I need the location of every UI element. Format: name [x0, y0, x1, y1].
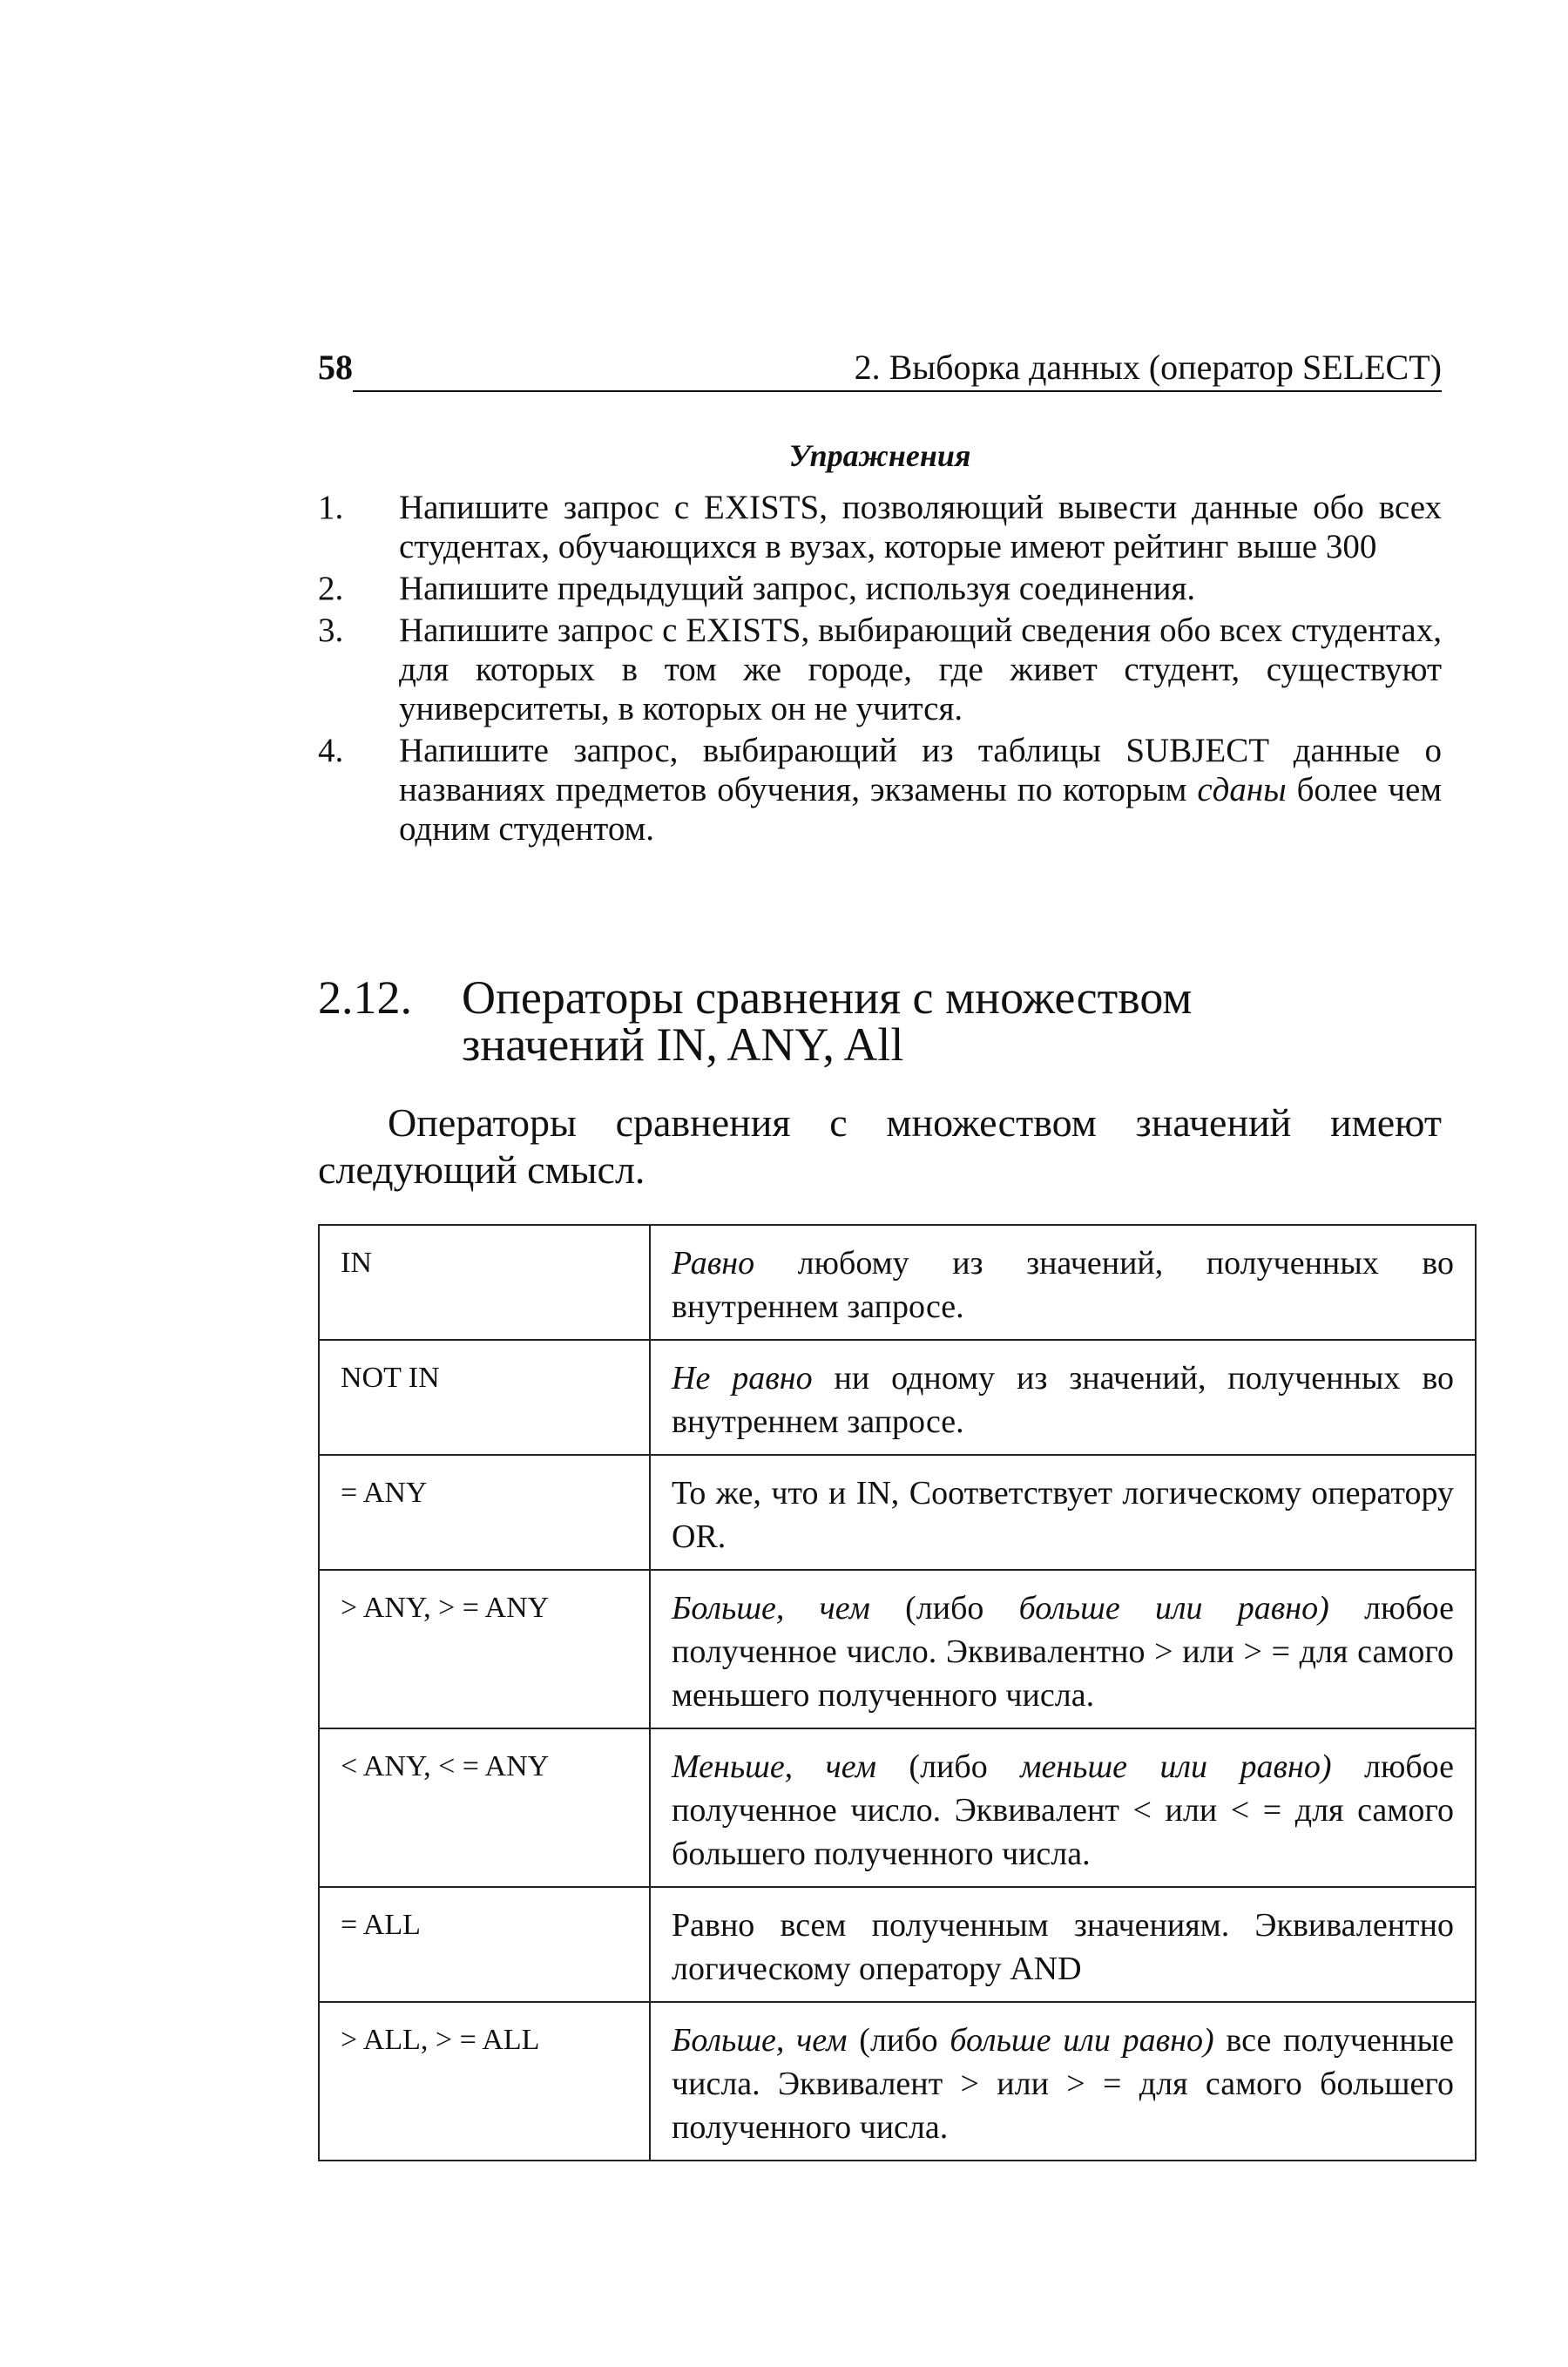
section-title: Операторы сравнения с множеством значений IN, ANY, All [462, 971, 1193, 1071]
operators-table [318, 1224, 1477, 2161]
exercise-number: 3. [318, 612, 344, 649]
description-emphasis: Равно [672, 1245, 755, 1282]
operator-cell: = ALL [319, 1887, 650, 2002]
page-header [318, 345, 1442, 394]
exercise-item [318, 488, 1442, 566]
description-text: (либо [869, 1590, 1019, 1626]
table-row [319, 1225, 1476, 1340]
description-cell [650, 1340, 1476, 1455]
description-text: ни одному из значений, полученных во внутреннем запросе. [672, 1360, 1455, 1440]
description-text: (либо [875, 1748, 1021, 1785]
description-text: любому из значений, полученных во внутреннем запросе. [672, 1245, 1454, 1325]
description-emphasis: Больше, чем [672, 1590, 870, 1626]
exercise-text [399, 731, 1442, 849]
description-cell [650, 1455, 1476, 1570]
description-cell [650, 1225, 1476, 1340]
exercise-text: Напишите запрос с EXISTS, позволяющий вывести данные обо всех студентах, обучающихся в вузах, которые имеют рейтинг выше 300 [399, 489, 1442, 565]
description-emphasis: Больше, чем [672, 2022, 848, 2059]
exercises-heading: Упражнения [788, 438, 971, 473]
description-cell [650, 1887, 1476, 2002]
description-emphasis: Не равно [672, 1360, 813, 1397]
description-emphasis: меньше или равно) [1020, 1748, 1332, 1785]
description-cell [650, 2002, 1476, 2161]
exercise-emphasis: сданы [1197, 771, 1287, 808]
description-emphasis: больше или равно) [1018, 1590, 1329, 1626]
exercise-item [318, 731, 1442, 849]
exercise-item [318, 611, 1442, 728]
description-emphasis: Меньше, чем [672, 1748, 876, 1785]
description-text: То же, что и IN, Соответствует логическому оператору OR. [672, 1475, 1454, 1555]
header-rule [353, 390, 1442, 392]
operator-cell: = ANY [319, 1455, 650, 1570]
description-text: любое полученное число. Эквивалентно > или > = для самого меньшего полученного числа. [672, 1590, 1455, 1714]
exercise-text: Напишите предыдущий запрос, используя соединения. [399, 570, 1196, 607]
table-row [319, 1455, 1476, 1570]
intro-paragraph: Операторы сравнения с множеством значений имеют следующий смысл. [318, 1100, 1442, 1192]
operator-cell: > ANY, > = ANY [319, 1570, 650, 1728]
section-number: 2.12. [318, 971, 412, 1024]
table-row [319, 2002, 1476, 2161]
operator-cell: IN [319, 1225, 650, 1340]
table-row [319, 1887, 1476, 2002]
table-row [319, 1570, 1476, 1728]
operator-cell: > ALL, > = ALL [319, 2002, 650, 2161]
description-cell [650, 1570, 1476, 1728]
exercise-text-part: Напишите запрос, выбирающий из таблицы SUBJECT данные о названиях предметов обучения, экзамены по которым [399, 732, 1442, 808]
description-text: Равно всем полученным значениям. Эквивалентно логическому оператору AND [672, 1907, 1454, 1987]
exercise-text-part: более чем одним студентом. [399, 771, 1443, 848]
running-title: 2. Выборка данных (оператор SELECT) [854, 348, 1442, 387]
table-row [319, 1728, 1476, 1887]
operator-cell: < ANY, < = ANY [319, 1728, 650, 1887]
description-cell [650, 1728, 1476, 1887]
exercise-item [318, 569, 1442, 608]
section-heading [318, 971, 1442, 1071]
description-text: (либо [847, 2022, 950, 2059]
operator-cell: NOT IN [319, 1340, 650, 1455]
exercise-list [318, 488, 1442, 851]
exercise-number: 2. [318, 570, 344, 607]
table-row [319, 1340, 1476, 1455]
description-text: все полученные числа. Эквивалент > или > = для самого большего полученного числа. [672, 2022, 1454, 2146]
exercise-text: Напишите запрос с EXISTS, выбирающий сведения обо всех студентах, для которых в том же городе, где живет студент, существуют университеты, в которых он не учится. [399, 612, 1442, 727]
exercise-number: 1. [318, 489, 344, 526]
description-emphasis: больше или равно) [950, 2022, 1214, 2059]
page-number: 58 [318, 348, 353, 387]
description-text: любое полученное число. Эквивалент < или < = для самого большего полученного числа. [672, 1748, 1454, 1872]
exercise-number: 4. [318, 732, 344, 769]
